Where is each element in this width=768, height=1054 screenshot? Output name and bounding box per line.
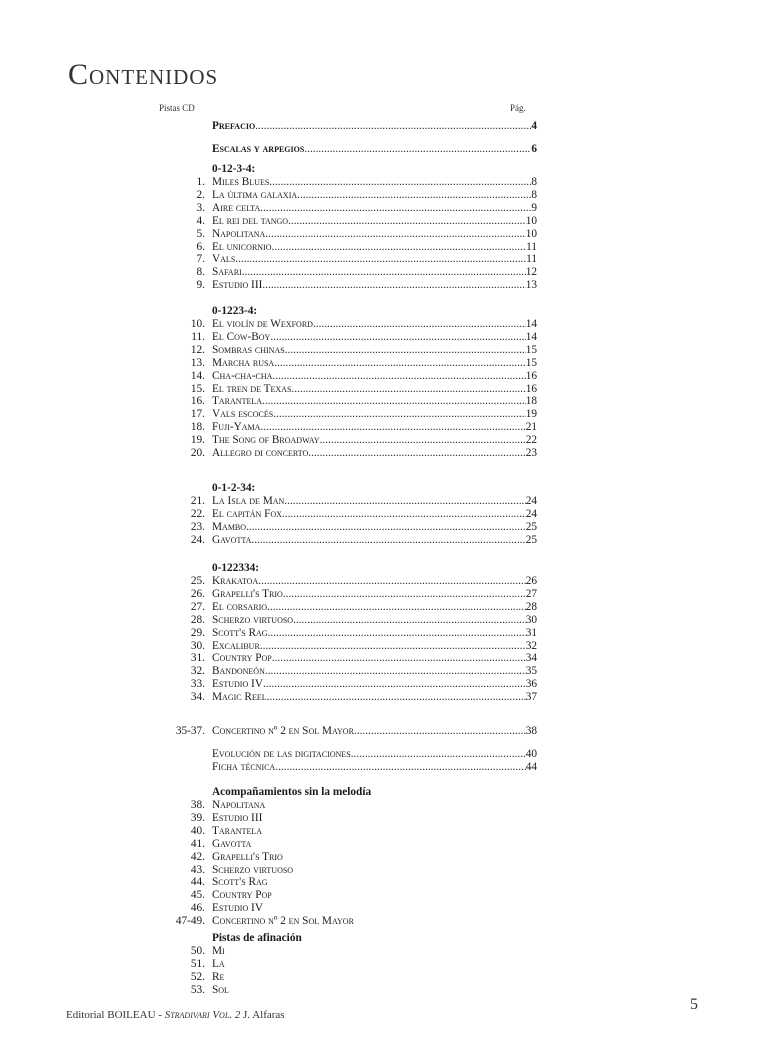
- page-ref: 12: [525, 266, 537, 279]
- toc-entry: [140, 331, 537, 344]
- toc-entry: [140, 120, 537, 133]
- toc-entry: [140, 434, 537, 447]
- track-number: 33.: [190, 678, 205, 691]
- toc-entry: [140, 588, 537, 601]
- section-heading: 0-1-2-34:: [212, 482, 256, 494]
- entry-title: Fuji-Yama: [212, 421, 261, 434]
- entry-title: El unicornio: [212, 240, 272, 253]
- page-ref: 15: [525, 356, 537, 369]
- dot-leader: [284, 495, 525, 508]
- entry-title: La: [212, 957, 225, 970]
- dot-leader: [272, 652, 526, 665]
- dot-leader: [269, 176, 531, 189]
- dot-leader: [304, 143, 531, 156]
- entry-title: Estudio IV: [212, 678, 263, 691]
- page-ref: 30: [525, 613, 537, 626]
- page-ref: 32: [525, 639, 537, 652]
- page-ref: 8: [531, 188, 537, 201]
- entry-title: Concertino nº 2 en Sol Mayor: [212, 725, 354, 737]
- entry-title: Prefacio: [212, 120, 256, 132]
- page-ref: 44: [525, 761, 537, 773]
- toc-entry: [140, 851, 537, 864]
- dot-leader: [272, 241, 527, 254]
- page-ref: 16: [525, 369, 537, 382]
- track-number: 51.: [190, 957, 205, 970]
- entry-title: Vals: [212, 253, 236, 266]
- page-ref: 36: [525, 678, 537, 691]
- toc-entry: [140, 421, 537, 434]
- track-number: 22.: [190, 507, 205, 520]
- page-ref: 4: [531, 120, 537, 132]
- dot-leader: [308, 447, 525, 460]
- page-ref: 25: [525, 520, 537, 533]
- page-number: 5: [690, 996, 698, 1013]
- toc-entry: [140, 383, 537, 396]
- header-page: Pág.: [510, 103, 526, 113]
- track-number: 27.: [190, 600, 205, 613]
- track-number: 25.: [190, 575, 205, 587]
- entry-title: Mambo: [212, 520, 247, 533]
- dot-leader: [285, 344, 526, 357]
- toc-entry: [140, 889, 537, 902]
- dot-leader: [351, 748, 526, 761]
- section-heading: 0-12-3-4:: [212, 163, 256, 175]
- entry-title: El rei del tango: [212, 214, 289, 227]
- entry-title: El tren de Texas: [212, 382, 292, 395]
- page-ref: 24: [525, 495, 537, 507]
- page-ref: 11: [526, 240, 537, 253]
- section-heading: 0-1223-4:: [212, 305, 258, 317]
- page-ref: 31: [525, 626, 537, 639]
- entry-title: Re: [212, 970, 225, 983]
- page-ref: 35: [525, 665, 537, 678]
- entry-title: Scott's Rag: [212, 626, 268, 639]
- entry-title: Bandoneón: [212, 665, 265, 678]
- toc-entry: [140, 143, 537, 156]
- toc-entry: [140, 971, 537, 984]
- toc-entry: [140, 864, 537, 877]
- track-number: 45.: [190, 889, 205, 902]
- track-number: 11.: [191, 330, 205, 343]
- page-ref: 22: [525, 434, 537, 447]
- entry-title: Scherzo virtuoso: [212, 863, 294, 876]
- entry-title: Gavotta: [212, 837, 252, 850]
- toc-entry: [140, 189, 537, 202]
- dot-leader: [291, 383, 525, 396]
- track-number: 14.: [190, 369, 205, 382]
- page-ref: 37: [525, 691, 537, 704]
- toc-entry: [140, 318, 537, 331]
- entry-title: Grapelli's Trio: [212, 850, 283, 863]
- footer-publisher: Editorial BOILEAU -: [66, 1009, 165, 1021]
- toc-entry: [140, 266, 537, 279]
- track-number: 18.: [190, 421, 205, 434]
- toc-entry: [140, 241, 537, 254]
- page-ref: 40: [525, 748, 537, 760]
- track-number: 7.: [196, 253, 205, 266]
- toc-entry: [140, 665, 537, 678]
- page-ref: 25: [525, 533, 537, 546]
- toc-entry: [140, 395, 537, 408]
- toc-entry: [140, 812, 537, 825]
- track-number: 2.: [196, 188, 205, 201]
- entry-title: Napolitana: [212, 799, 266, 811]
- toc-entry: [140, 202, 537, 215]
- dot-leader: [313, 318, 526, 331]
- track-number: 46.: [190, 902, 205, 915]
- section-heading: Pistas de afinación: [212, 932, 302, 944]
- entry-title: Krakatoa: [212, 575, 259, 587]
- entry-title: El corsario: [212, 600, 268, 613]
- entry-title: Country Pop: [212, 889, 272, 902]
- entry-title: Country Pop: [212, 652, 272, 665]
- entry-title: Sombras chinas: [212, 343, 285, 356]
- dot-leader: [246, 521, 526, 534]
- page-ref: 13: [525, 279, 537, 292]
- footer: [66, 1009, 285, 1021]
- track-number: 16.: [190, 395, 205, 408]
- dot-leader: [260, 202, 531, 215]
- dot-leader: [242, 266, 526, 279]
- page-ref: 34: [525, 652, 537, 665]
- dot-leader: [255, 120, 531, 133]
- page-ref: 15: [525, 343, 537, 356]
- toc-entry: [140, 253, 537, 266]
- track-number: 40.: [190, 824, 205, 837]
- track-number: 17.: [190, 408, 205, 421]
- dot-leader: [275, 761, 525, 774]
- toc-entry: [140, 748, 537, 761]
- entry-title: La última galaxia: [212, 188, 298, 201]
- toc-entry: [140, 357, 537, 370]
- toc-entry: [140, 215, 537, 228]
- track-number: 19.: [190, 434, 205, 447]
- dot-leader: [251, 534, 525, 547]
- track-number: 31.: [190, 652, 205, 665]
- track-number: 32.: [190, 665, 205, 678]
- toc-entry: [140, 691, 537, 704]
- toc-entry: [140, 958, 537, 971]
- entry-title: Allegro di concerto: [212, 447, 309, 459]
- page-ref: 10: [525, 227, 537, 240]
- track-number: 39.: [190, 811, 205, 824]
- toc-entry: [140, 575, 537, 588]
- track-number: 28.: [190, 613, 205, 626]
- entry-title: Marcha rusa: [212, 356, 275, 369]
- toc-entry: [140, 601, 537, 614]
- dot-leader: [320, 434, 526, 447]
- dot-leader: [262, 395, 526, 408]
- track-number: 3.: [196, 201, 205, 214]
- entry-title: El violín de Wexford: [212, 318, 313, 330]
- footer-author: J. Alfaras: [240, 1009, 285, 1021]
- toc-entry: [140, 279, 537, 292]
- section-heading: 0-122334:: [212, 562, 260, 574]
- track-number: 20.: [190, 447, 205, 459]
- dot-leader: [354, 725, 526, 738]
- page-ref: 14: [525, 330, 537, 343]
- toc-entry: [140, 902, 537, 915]
- track-number: 21.: [190, 495, 205, 507]
- page-ref: 28: [525, 600, 537, 613]
- toc-entry: [140, 678, 537, 691]
- entry-title: Gavotta: [212, 533, 252, 546]
- entry-title: Estudio III: [212, 279, 263, 292]
- page-ref: 24: [525, 507, 537, 520]
- page-ref: 8: [531, 176, 537, 188]
- entry-title: Evolución de las digitaciones: [212, 748, 351, 760]
- entry-title: Ficha técnica: [212, 761, 276, 773]
- entry-title: Estudio III: [212, 811, 263, 824]
- page-ref: 26: [525, 575, 537, 587]
- track-number: 10.: [190, 318, 205, 330]
- dot-leader: [267, 691, 526, 704]
- page-ref: 38: [525, 725, 537, 737]
- track-number: 42.: [190, 850, 205, 863]
- dot-leader: [270, 331, 525, 344]
- track-number: 12.: [190, 343, 205, 356]
- toc-entry: [140, 370, 537, 383]
- page-title: Contenidos: [68, 58, 219, 91]
- track-number: 1.: [196, 176, 205, 188]
- track-number: 5.: [196, 227, 205, 240]
- track-number: 52.: [190, 970, 205, 983]
- page-ref: 9: [531, 201, 537, 214]
- dot-leader: [260, 640, 526, 653]
- page-ref: 11: [526, 253, 537, 266]
- toc-entry: [140, 495, 537, 508]
- track-number: 24.: [190, 533, 205, 546]
- track-number: 50.: [190, 945, 205, 957]
- toc-entry: [140, 945, 537, 958]
- dot-leader: [268, 627, 526, 640]
- entry-title: Napolitana: [212, 227, 266, 240]
- dot-leader: [272, 370, 525, 383]
- page-ref: 6: [531, 143, 537, 155]
- track-number: 47-49.: [175, 915, 205, 928]
- entry-title: Magic Reel: [212, 691, 267, 704]
- entry-title: The Song of Broadway: [212, 434, 320, 447]
- dot-leader: [282, 508, 526, 521]
- toc-entry: [140, 614, 537, 627]
- footer-book-title: Stradivari Vol. 2: [164, 1009, 241, 1021]
- dot-leader: [273, 408, 525, 421]
- entry-title: Aire celta: [212, 201, 261, 214]
- dot-leader: [288, 215, 526, 228]
- page-ref: 18: [525, 395, 537, 408]
- dot-leader: [258, 575, 525, 588]
- track-number: 34.: [190, 691, 205, 704]
- entry-title: Safari: [212, 266, 242, 279]
- entry-title: Sol: [212, 983, 229, 996]
- toc-entry: [140, 627, 537, 640]
- dot-leader: [262, 279, 525, 292]
- dot-leader: [263, 678, 526, 691]
- dot-leader: [260, 421, 525, 434]
- track-number: 9.: [196, 279, 205, 292]
- toc-entry: [140, 799, 537, 812]
- page-ref: 16: [525, 382, 537, 395]
- track-number: 38.: [190, 799, 205, 811]
- section-heading: Acompañamientos sin la melodía: [212, 786, 372, 798]
- track-number: 53.: [190, 983, 205, 996]
- track-number: 6.: [196, 240, 205, 253]
- entry-title: Escalas y arpegios: [212, 143, 305, 155]
- entry-title: Cha-cha-cha: [212, 369, 273, 382]
- entry-title: Scherzo virtuoso: [212, 613, 294, 626]
- toc-entry: [140, 176, 537, 189]
- track-number: 15.: [190, 382, 205, 395]
- toc-entry: [140, 408, 537, 421]
- entry-title: Grapelli's Trio: [212, 587, 283, 600]
- toc-entry: [140, 915, 537, 928]
- track-number: 26.: [190, 587, 205, 600]
- toc-entry: [140, 521, 537, 534]
- entry-title: Vals escocés: [212, 408, 274, 421]
- toc-entry: [140, 534, 537, 547]
- entry-title: La Isla de Man: [212, 495, 285, 507]
- toc-entry: [140, 652, 537, 665]
- toc-entry: [140, 508, 537, 521]
- toc-entry: [140, 825, 537, 838]
- dot-leader: [265, 665, 526, 678]
- toc-entry: [140, 876, 537, 889]
- dot-leader: [274, 357, 525, 370]
- page-ref: 14: [525, 318, 537, 330]
- toc-entry: [140, 228, 537, 241]
- track-number: 43.: [190, 863, 205, 876]
- toc-entry: [140, 725, 537, 738]
- page-ref: 19: [525, 408, 537, 421]
- dot-leader: [283, 588, 526, 601]
- page-ref: 27: [525, 587, 537, 600]
- page-ref: 23: [525, 447, 537, 459]
- toc-entry: [140, 344, 537, 357]
- page-ref: 10: [525, 214, 537, 227]
- track-number: 35-37.: [175, 725, 205, 737]
- dot-leader: [293, 614, 526, 627]
- track-number: 13.: [190, 356, 205, 369]
- entry-title: Scott's Rag: [212, 876, 268, 889]
- entry-title: Tarantela: [212, 395, 263, 408]
- entry-title: Estudio IV: [212, 902, 263, 915]
- entry-title: El capitán Fox: [212, 507, 282, 520]
- track-number: 23.: [190, 520, 205, 533]
- track-number: 29.: [190, 626, 205, 639]
- track-number: 41.: [190, 837, 205, 850]
- dot-leader: [265, 228, 525, 241]
- dot-leader: [297, 189, 531, 202]
- toc-entry: [140, 761, 537, 774]
- header-cd-tracks: Pistas CD: [159, 103, 195, 113]
- track-number: 30.: [190, 639, 205, 652]
- entry-title: Mi: [212, 945, 225, 957]
- entry-title: Miles Blues: [212, 176, 270, 188]
- entry-title: Excalibur: [212, 639, 260, 652]
- toc-entry: [140, 984, 537, 997]
- entry-title: El Cow-Boy: [212, 330, 271, 343]
- page-ref: 21: [525, 421, 537, 434]
- toc-entry: [140, 447, 537, 460]
- dot-leader: [235, 253, 526, 266]
- toc-entry: [140, 640, 537, 653]
- dot-leader: [267, 601, 526, 614]
- track-number: 8.: [196, 266, 205, 279]
- entry-title: Tarantela: [212, 824, 263, 837]
- entry-title: Concertino nº 2 en Sol Mayor: [212, 915, 354, 928]
- toc-entry: [140, 838, 537, 851]
- track-number: 4.: [196, 214, 205, 227]
- track-number: 44.: [190, 876, 205, 889]
